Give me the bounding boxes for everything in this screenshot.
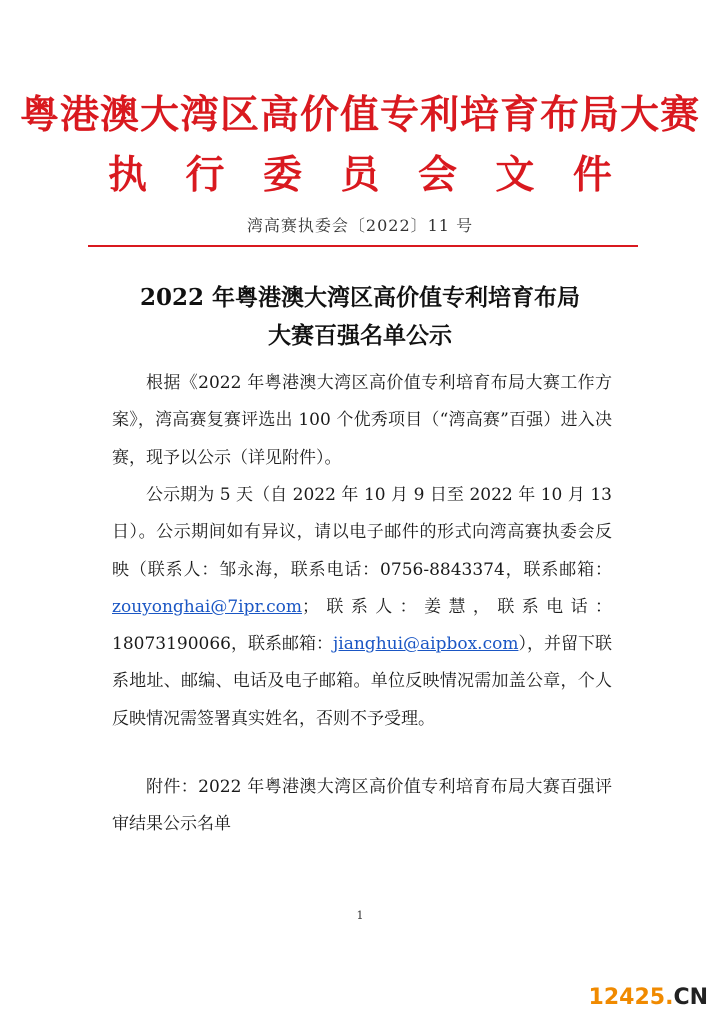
issuer-char: 件: [572, 152, 613, 198]
issuer-char: 行: [185, 152, 226, 198]
email-link-jianghui[interactable]: jianghui@aipbox.com: [333, 634, 519, 655]
email-link-zouyonghai[interactable]: zouyonghai@7ipr.com: [112, 596, 303, 617]
paragraph-text: [112, 477, 612, 738]
issuer-char: 执: [108, 152, 149, 198]
header-divider: [88, 245, 638, 247]
document-number: 湾高赛执委会〔2022〕11 号: [246, 216, 474, 235]
page-number: 1: [356, 909, 364, 922]
body-paragraph-2: [112, 477, 612, 738]
paragraph-text: 根据《2022 年粤港澳大湾区高价值专利培育布局大赛工作方案》，湾高赛复赛评选出 100 个优秀项目（“湾高赛”百强）进入决赛，现予以公示（详见附件）。: [112, 373, 612, 468]
issuer-title-line1: 粤港澳大湾区高价值专利培育布局大赛: [19, 92, 700, 138]
site-watermark: [589, 985, 708, 1010]
watermark-suffix: CN: [673, 985, 708, 1010]
paragraph-segment: 公示期为 5 天（自 2022 年 10 月 9 日至 2022 年 10 月 13 日）。公示期间如有异议，请以电子邮件的形式向湾高赛执委会反映（联系人：邹永海，联系电话：0756-8843374，联系邮箱：: [112, 485, 612, 580]
issuer-char: 员: [340, 152, 381, 198]
watermark-number: 12425: [588, 985, 666, 1010]
attachment-note: [112, 769, 612, 844]
paragraph-segment: ；联系人：姜慧，联系电话：18073190066，联系邮箱：: [112, 596, 612, 655]
document-title-line2: 大赛百强名单公示: [268, 322, 452, 349]
watermark-dot: .: [665, 985, 674, 1010]
body-paragraph-1: [112, 365, 612, 477]
issuer-char: 会: [417, 152, 458, 198]
issuer-char: 委: [262, 152, 303, 198]
attachment-text: 附件：2022 年粤港澳大湾区高价值专利培育布局大赛百强评审结果公示名单: [112, 777, 612, 835]
issuer-title-line2: [108, 144, 613, 200]
paragraph-segment: ），并留下联系地址、邮编、电话及电子邮箱。单位反映情况需加盖公章，个人反映情况需签署真实姓名，否则不予受理。: [112, 634, 612, 729]
document-title-line1: 2022 年粤港澳大湾区高价值专利培育布局: [139, 284, 581, 311]
issuer-char: 文: [495, 152, 536, 198]
